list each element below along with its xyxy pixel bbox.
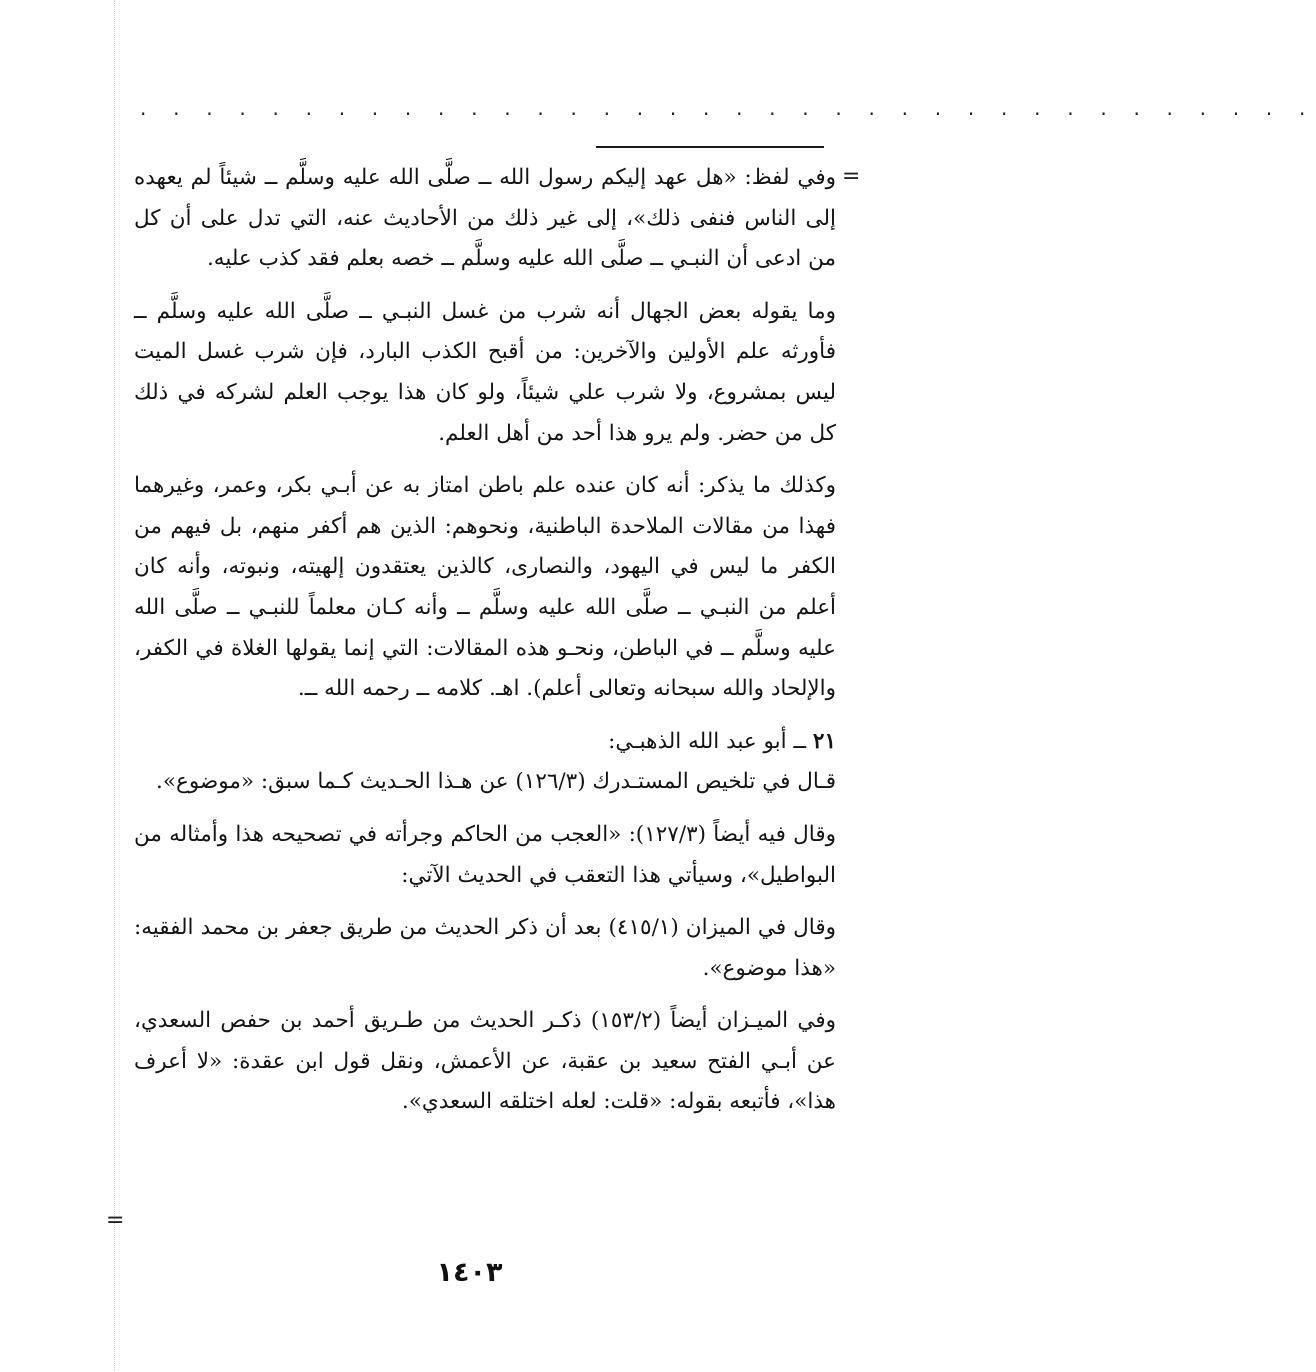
section-paragraph-1: قـال في تلخيص المستـدرك (١٢٦/٣) عن هـذا الحـديث كـما سبق: «موضوع». [156,769,836,795]
paragraph-2: وما يقوله بعض الجهال أنه شرب من غسل النبـي ــ صلَّى الله عليه وسلَّم ــ فأورثه علم الأولين والآخرين: من أقبح الكذب البارد، فإن شرب غسل الميت ليس بمشروع، ولا شرب علي شيئاً، ولو كان هذا يوجب العلم لشركه في ذلك كل من حضر. ولم يرو هذا أحد من أهل العلم. [134,298,836,446]
section-paragraph-3: وقال في الميزان (٤١٥/١) بعد أن ذكر الحديث من طريق جعفر بن محمد الفقيه: «هذا موضوع». [134,915,836,981]
page-number: ١٤٠٣ [436,1257,503,1288]
footnote-rule [596,146,824,148]
footnote-text [134,158,836,1135]
section-paragraph-4: وفي الميـزان أيضاً (١٥٣/٢) ذكـر الحديث من طـريق أحمد بن حفص السعدي، عن أبـي الفتح سعيد بن عقبة، عن الأعمش، ونقل قول ابن عقدة: «لا أعرف هذا»، فأتبعه بقوله: «قلت: لعله اختلقه السعدي». [134,1008,836,1115]
section-heading [134,722,836,763]
section-title: ــ أبو عبد الله الذهبـي: [608,728,807,754]
continuation-mark-top: = [842,164,861,189]
separator-dots: . . . . . . . . . . . . . . . . . . . . . . . . . . . . . . . . . . . . [140,96,1316,120]
paragraph-3: وكذلك ما يذكر: أنه كان عنده علم باطن امتاز به عن أبـي بكر، وعمر، وغيرهما فهذا من مقالات الملاحدة الباطنية، ونحوهم: الذين هم أكفر منهم، بل فيهم من الكفر ما ليس في اليهود، والنصارى، كالذين يعتقدون إلهيته، ونبوته، وأنه كان أعلم من النبـي ــ صلَّى الله عليه وسلَّم ــ وأنه كـان معلماً للنبـي ــ صلَّى الله عليه وسلَّم ــ في الباطن، ونحـو هذه المقالات: التي إنما يقولها الغلاة في الكفر، والإلحاد والله سبحانه وتعالى أعلم). اهـ. كلامه ــ رحمه الله ــ. [134,473,836,702]
section-number: ٢١ [812,728,836,754]
binding-gutter-line [114,0,115,1372]
continuation-mark-bottom: = [106,1208,125,1233]
section-paragraph-2: وقال فيه أيضاً (١٢٧/٣): «العجب من الحاكم وجرأته في تصحيحه هذا وأمثاله من البواطيل»، وسيأتي هذا التعقب في الحديث الآتي: [134,821,836,888]
paragraph-1: وفي لفظ: «هل عهد إليكم رسول الله ــ صلَّى الله عليه وسلَّم ــ شيئاً لم يعهده إلى الناس فنفى ذلك»، إلى غير ذلك من الأحاديث عنه، التي تدل على أن كل من ادعى أن النبـي ــ صلَّى الله عليه وسلَّم ــ خصه بعلم فقد كذب عليه. [134,165,836,272]
